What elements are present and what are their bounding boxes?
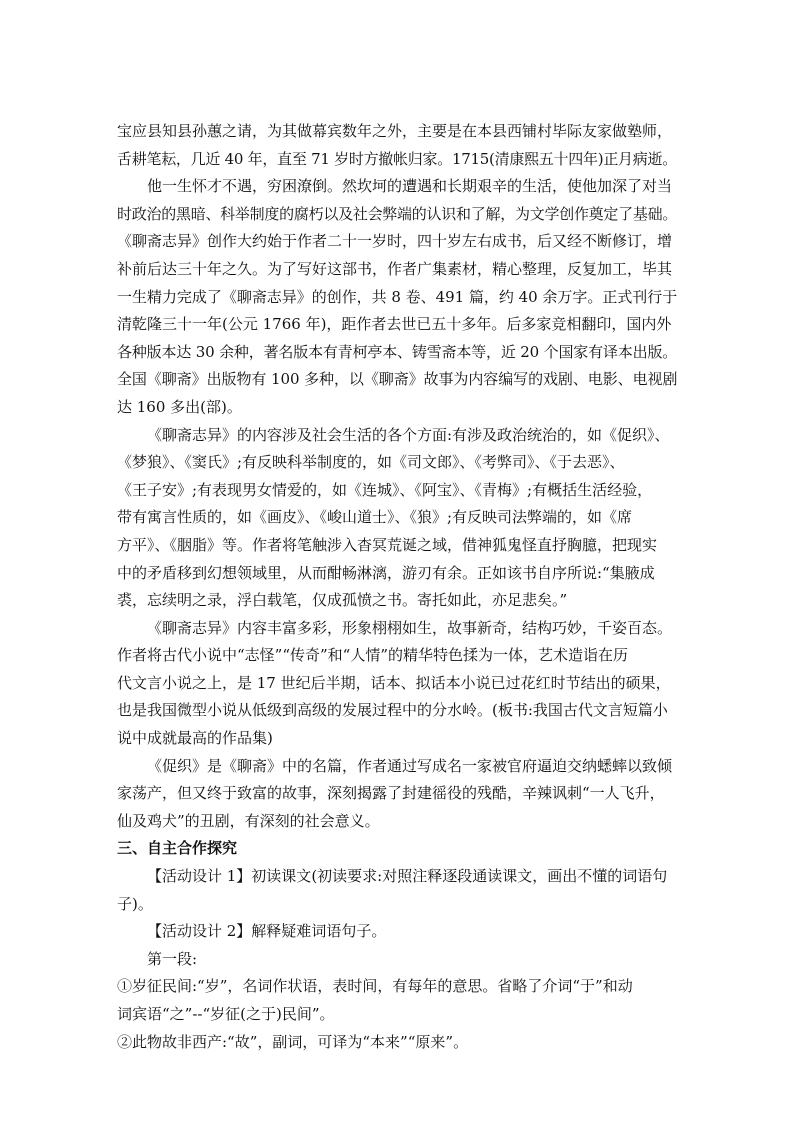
text-line: ②此物故非西产:“故”，副词，可译为“本来”“原来”。 bbox=[117, 1032, 469, 1051]
text-line: 方平》、《胭脂》等。作者将笔触涉入杳冥荒诞之域，借神狐鬼怪直抒胸臆，把现实 bbox=[117, 535, 658, 554]
text-line: 作者将古代小说中“志怪”“传奇”和“人情”的精华特色揉为一体，艺术造诣在历 bbox=[117, 646, 629, 665]
text-line: 也是我国微型小说从低级到高级的发展过程中的分水岭。(板书:我国古代文言短篇小 bbox=[117, 701, 668, 720]
text-line: 《聊斋志异》的内容涉及社会生活的各个方面:有涉及政治统治的，如《促织》、 bbox=[147, 425, 670, 444]
text-line: 【活动设计 2】解释疑难词语句子。 bbox=[147, 922, 387, 941]
text-line: 他一生怀才不遇，穷困潦倒。然坎坷的遭遇和长期艰辛的生活，使他加深了对当 bbox=[147, 177, 673, 196]
text-line: 第一段: bbox=[147, 949, 198, 968]
text-line: 家荡产，但又终于致富的故事，深刻揭露了封建徭役的残酷，辛辣讽刺“一人飞升， bbox=[117, 784, 665, 803]
text-line: 一生精力完成了《聊斋志异》的创作，共 8 卷、491 篇，约 40 余万字。正式刊行于 bbox=[117, 287, 678, 306]
text-line: 【活动设计 1】初读课文(初读要求:对照注释逐段通读课文，画出不懂的词语句 bbox=[147, 867, 668, 886]
text-line: 《促织》是《聊斋》中的名篇，作者通过写成名一家被官府逼迫交纳蟋蟀以致倾 bbox=[147, 756, 673, 775]
text-line: 《王子安》;有表现男女情爱的，如《连城》、《阿宝》、《青梅》;有概括生活经验， bbox=[117, 480, 653, 499]
text-line: 中的矛盾移到幻想领域里，从而酣畅淋漓，游刃有余。正如该书自序所说:“集腋成 bbox=[117, 563, 655, 582]
text-line: 词宾语“之”--“岁征(之于)民间”。 bbox=[117, 1005, 335, 1023]
text-line: 舌耕笔耘，几近 40 年，直至 71 岁时方撤帐归家。1715(清康熙五十四年)正月病逝。 bbox=[117, 149, 677, 168]
text-line: 各种版本达 30 余种，著名版本有青柯亭本、铸雪斋本等，近 20 个国家有译本出版。 bbox=[117, 342, 678, 361]
text-line: 达 160 多出(部)。 bbox=[117, 397, 242, 416]
text-line: 说中成就最高的作品集) bbox=[117, 729, 273, 748]
text-line: 《聊斋志异》创作大约始于作者二十一岁时，四十岁左右成书，后又经不断修订，增 bbox=[117, 232, 673, 251]
text-line: 《梦狼》、《窦氏》;有反映科举制度的，如《司文郎》、《考弊司》、《于去恶》、 bbox=[117, 453, 625, 472]
text-line: 清乾隆三十一年(公元 1766 年)，距作者去世已五十多年。后多家竞相翻印，国内外 bbox=[117, 315, 672, 334]
text-line: 裘，忘续明之录，浮白载笔，仅成孤愤之书。寄托如此，亦足悲矣。” bbox=[117, 591, 568, 610]
text-line: 补前后达三十年之久。为了写好这部书，作者广集素材，精心整理，反复加工，毕其 bbox=[117, 259, 673, 278]
text-line: 宝应县知县孙蕙之请，为其做幕宾数年之外，主要是在本县西铺村毕际友家做塾师， bbox=[117, 122, 673, 140]
text-line: ①岁征民间:“岁”，名词作状语，表时间，有每年的意思。省略了介词“于”和动 bbox=[117, 977, 633, 996]
text-line: 代文言小说之上，是 17 世纪后半期，话本、拟话本小说已过花红时节结出的硕果， bbox=[117, 673, 671, 692]
text-line: 带有寓言性质的，如《画皮》、《峻山道士》、《狼》;有反映司法弊端的，如《席 bbox=[117, 508, 633, 527]
text-line: 子)。 bbox=[117, 894, 153, 913]
text-line: 全国《聊斋》出版物有 100 多种，以《聊斋》故事为内容编写的戏剧、电影、电视剧 bbox=[117, 370, 678, 389]
text-line: 时政治的黑暗、科举制度的腐朽以及社会弊端的认识和了解，为文学创作奠定了基础。 bbox=[117, 204, 678, 223]
text-line: 《聊斋志异》内容丰富多彩，形象栩栩如生，故事新奇，结构巧妙，千姿百态。 bbox=[147, 618, 673, 637]
section-heading: 三、自主合作探究 bbox=[117, 839, 238, 858]
text-line: 仙及鸡犬”的丑剧，有深刻的社会意义。 bbox=[117, 811, 380, 830]
document-page bbox=[117, 118, 677, 1056]
